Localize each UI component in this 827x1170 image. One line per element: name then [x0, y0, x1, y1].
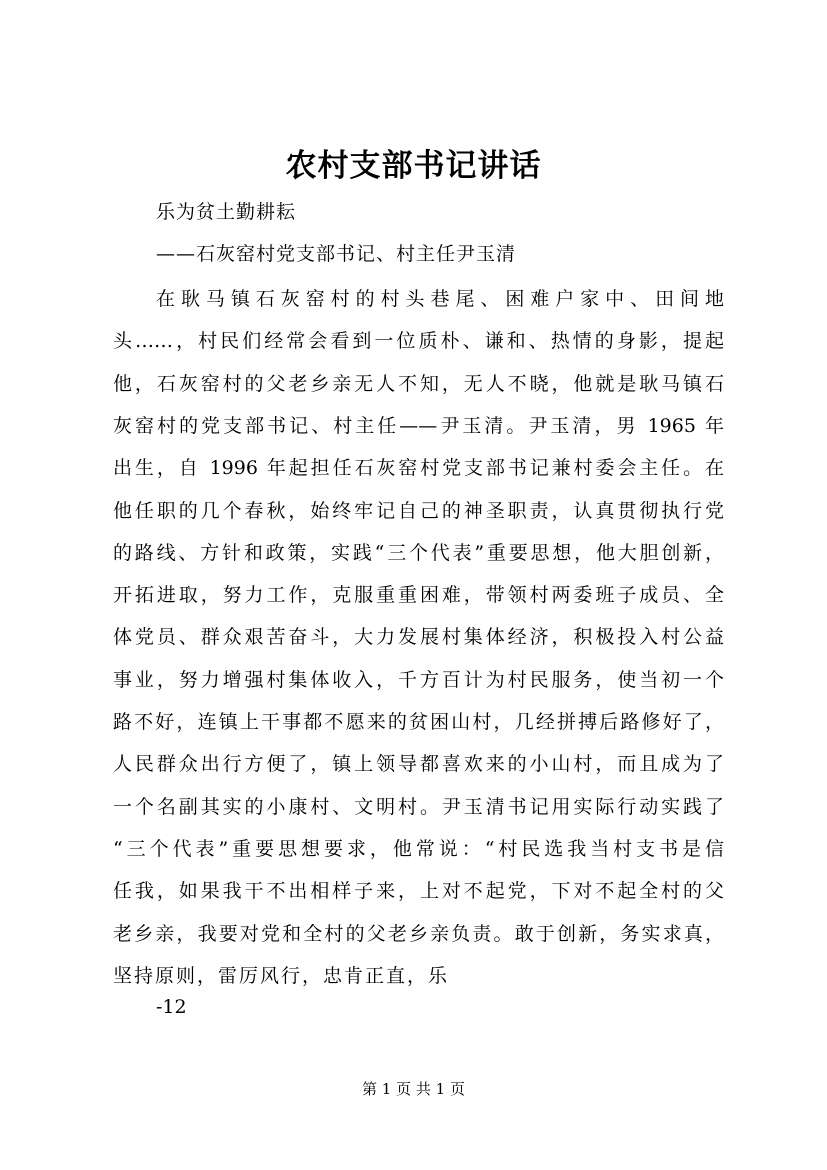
- body-line: 坚持原则，雷厉风行，忠肯正直，乐: [113, 965, 450, 987]
- body-line: 老乡亲，我要对党和全村的父老乡亲负责。敢于创新，务实求真，: [113, 923, 724, 945]
- body-line: 灰窑村的党支部书记、村主任——尹玉清。尹玉清，男 1965 年: [113, 415, 724, 437]
- body-line: 他任职的几个春秋，始终牢记自己的神圣职责，认真贯彻执行党: [113, 500, 724, 522]
- body-line: 头……，村民们经常会看到一位质朴、谦和、热情的身影，提起: [113, 330, 724, 352]
- body-line: 事业，努力增强村集体收入，千方百计为村民服务，使当初一个: [113, 669, 724, 691]
- body-line: 的路线、方针和政策，实践“三个代表”重要思想，他大胆创新，: [113, 542, 724, 564]
- document-byline: ——石灰窑村党支部书记、村主任尹玉清: [156, 243, 517, 265]
- document-title: 农村支部书记讲话: [285, 148, 542, 184]
- document-subtitle: 乐为贫土勤耕耘: [156, 201, 297, 223]
- body-line: 在耿马镇石灰窑村的村头巷尾、困难户家中、田间地: [156, 288, 724, 310]
- body-line: 一个名副其实的小康村、文明村。尹玉清书记用实际行动实践了: [113, 796, 724, 818]
- page-footer: 第 1 页 共 1 页: [362, 1080, 465, 1098]
- body-line: “三个代表”重要思想要求，他常说：“村民选我当村支书是信: [113, 838, 724, 860]
- body-line: 开拓进取，努力工作，克服重重困难，带领村两委班子成员、全: [113, 584, 724, 606]
- body-line: 体党员、群众艰苦奋斗，大力发展村集体经济，积极投入村公益: [113, 626, 724, 648]
- body-line: 人民群众出行方便了，镇上领导都喜欢来的小山村，而且成为了: [113, 753, 724, 775]
- body-line: 他，石灰窑村的父老乡亲无人不知，无人不晓，他就是耿马镇石: [113, 373, 724, 395]
- page-fragment: -12: [156, 996, 187, 1018]
- body-line: 出生，自 1996 年起担任石灰窑村党支部书记兼村委会主任。在: [113, 457, 724, 479]
- body-line: 路不好，连镇上干事都不愿来的贫困山村，几经拼搏后路修好了，: [113, 711, 724, 733]
- body-line: 任我，如果我干不出相样子来，上对不起党，下对不起全村的父: [113, 880, 724, 902]
